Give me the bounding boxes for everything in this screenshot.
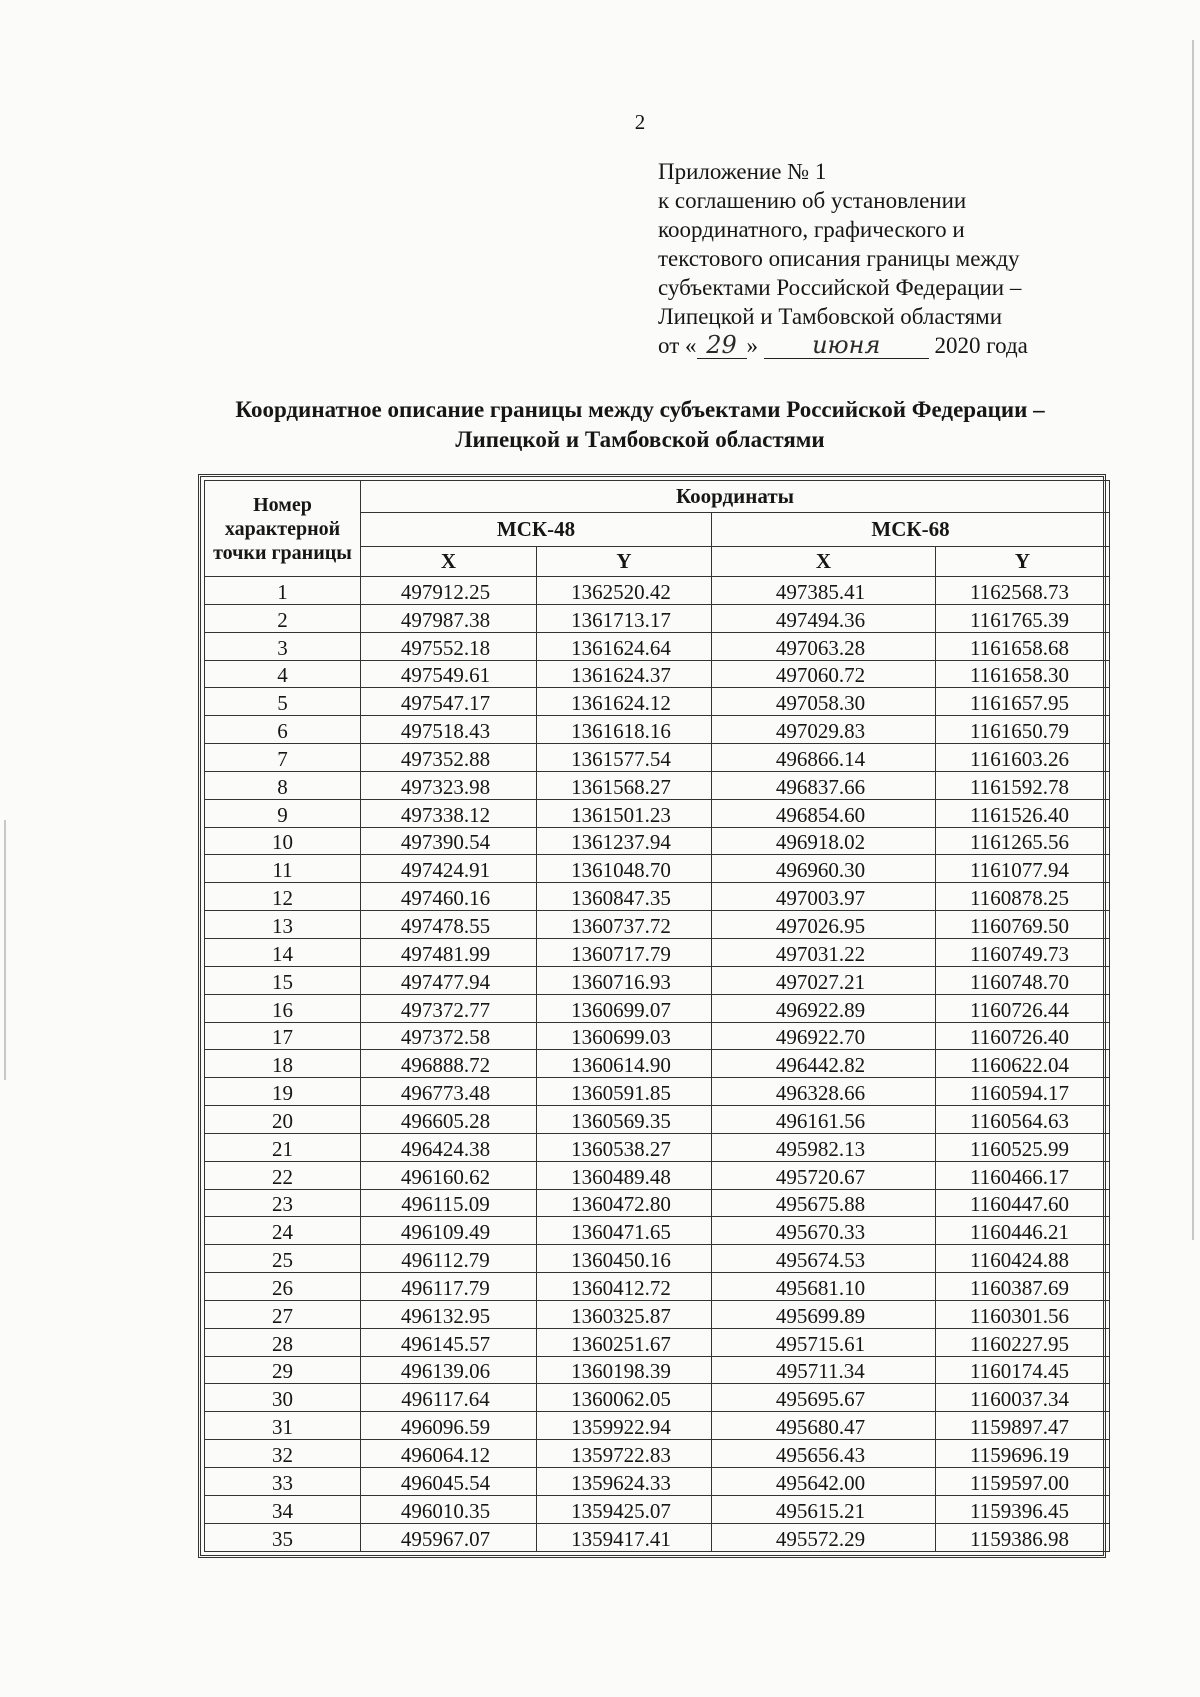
msk68-y-cell: 1160447.60	[936, 1189, 1110, 1217]
msk48-x-cell: 497352.88	[361, 744, 537, 772]
msk68-x-cell: 495699.89	[712, 1300, 936, 1328]
msk68-x-cell: 495675.88	[712, 1189, 936, 1217]
header-x: X	[712, 547, 936, 577]
header-point-number: Номер характерной точки границы	[205, 481, 361, 577]
msk68-y-cell: 1160564.63	[936, 1106, 1110, 1134]
table-row	[205, 827, 1110, 855]
msk68-y-cell: 1160525.99	[936, 1133, 1110, 1161]
msk68-x-cell: 495711.34	[712, 1356, 936, 1384]
point-number-cell: 18	[205, 1050, 361, 1078]
msk48-y-cell: 1361624.12	[537, 688, 712, 716]
msk68-x-cell: 496854.60	[712, 799, 936, 827]
table-row	[205, 1468, 1110, 1496]
msk68-x-cell: 495656.43	[712, 1440, 936, 1468]
msk48-x-cell: 497478.55	[361, 911, 537, 939]
table-row	[205, 744, 1110, 772]
msk48-x-cell: 496115.09	[361, 1189, 537, 1217]
msk68-x-cell: 497026.95	[712, 911, 936, 939]
msk48-y-cell: 1359624.33	[537, 1468, 712, 1496]
msk48-x-cell: 497912.25	[361, 577, 537, 605]
msk68-y-cell: 1161765.39	[936, 604, 1110, 632]
msk68-y-cell: 1160726.40	[936, 1022, 1110, 1050]
msk68-y-cell: 1160878.25	[936, 883, 1110, 911]
msk68-x-cell: 496922.89	[712, 994, 936, 1022]
msk48-x-cell: 496117.64	[361, 1384, 537, 1412]
point-number-cell: 8	[205, 771, 361, 799]
msk68-x-cell: 496922.70	[712, 1022, 936, 1050]
point-number-cell: 26	[205, 1273, 361, 1301]
msk48-x-cell: 497481.99	[361, 938, 537, 966]
table-row	[205, 1328, 1110, 1356]
title-line: Липецкой и Тамбовской областями	[455, 427, 825, 452]
point-number-cell: 21	[205, 1133, 361, 1161]
table-row	[205, 994, 1110, 1022]
msk48-y-cell: 1360450.16	[537, 1245, 712, 1273]
point-number-cell: 1	[205, 577, 361, 605]
msk68-x-cell: 496837.66	[712, 771, 936, 799]
msk48-y-cell: 1360538.27	[537, 1133, 712, 1161]
msk68-x-cell: 496161.56	[712, 1106, 936, 1134]
msk68-y-cell: 1160594.17	[936, 1078, 1110, 1106]
appendix-line: текстового описания границы между	[658, 246, 1020, 271]
table-row	[205, 938, 1110, 966]
point-number-cell: 24	[205, 1217, 361, 1245]
msk68-x-cell: 495720.67	[712, 1161, 936, 1189]
msk48-x-cell: 496160.62	[361, 1161, 537, 1189]
table-row	[205, 911, 1110, 939]
msk48-y-cell: 1360847.35	[537, 883, 712, 911]
appendix-line: Приложение № 1	[658, 159, 827, 184]
msk68-x-cell: 495615.21	[712, 1495, 936, 1523]
point-number-cell: 17	[205, 1022, 361, 1050]
msk68-y-cell: 1162568.73	[936, 577, 1110, 605]
point-number-cell: 32	[205, 1440, 361, 1468]
msk48-y-cell: 1360716.93	[537, 966, 712, 994]
header-y: Y	[537, 547, 712, 577]
point-number-cell: 14	[205, 938, 361, 966]
date-year: 2020 года	[934, 333, 1028, 358]
msk48-x-cell: 496096.59	[361, 1412, 537, 1440]
msk68-x-cell: 497063.28	[712, 632, 936, 660]
msk48-x-cell: 496112.79	[361, 1245, 537, 1273]
table-row	[205, 1106, 1110, 1134]
table-row	[205, 604, 1110, 632]
msk68-y-cell: 1159386.98	[936, 1523, 1110, 1551]
date-prefix: от «	[658, 333, 697, 358]
msk48-x-cell: 497390.54	[361, 827, 537, 855]
table-row	[205, 1078, 1110, 1106]
table-row	[205, 771, 1110, 799]
msk68-y-cell: 1159597.00	[936, 1468, 1110, 1496]
msk48-x-cell: 496132.95	[361, 1300, 537, 1328]
msk68-x-cell: 497060.72	[712, 660, 936, 688]
header-y: Y	[936, 547, 1110, 577]
table-row	[205, 1412, 1110, 1440]
msk68-x-cell: 497027.21	[712, 966, 936, 994]
msk68-y-cell: 1160622.04	[936, 1050, 1110, 1078]
msk68-y-cell: 1160174.45	[936, 1356, 1110, 1384]
msk48-x-cell: 497460.16	[361, 883, 537, 911]
msk68-y-cell: 1161526.40	[936, 799, 1110, 827]
msk48-x-cell: 496773.48	[361, 1078, 537, 1106]
msk68-y-cell: 1160037.34	[936, 1384, 1110, 1412]
title-line: Координатное описание границы между субъектами Российской Федерации –	[235, 397, 1045, 422]
table-row	[205, 1273, 1110, 1301]
msk68-y-cell: 1160769.50	[936, 911, 1110, 939]
msk48-y-cell: 1361577.54	[537, 744, 712, 772]
msk48-y-cell: 1360614.90	[537, 1050, 712, 1078]
msk48-y-cell: 1360591.85	[537, 1078, 712, 1106]
msk68-x-cell: 496442.82	[712, 1050, 936, 1078]
point-number-cell: 28	[205, 1328, 361, 1356]
point-number-cell: 23	[205, 1189, 361, 1217]
msk68-y-cell: 1160424.88	[936, 1245, 1110, 1273]
table-row	[205, 799, 1110, 827]
scan-edge-mark	[4, 820, 6, 1080]
msk48-x-cell: 496888.72	[361, 1050, 537, 1078]
msk68-y-cell: 1161650.79	[936, 716, 1110, 744]
appendix-block	[658, 157, 1118, 360]
msk48-y-cell: 1360737.72	[537, 911, 712, 939]
msk68-x-cell: 495642.00	[712, 1468, 936, 1496]
table-row	[205, 1217, 1110, 1245]
point-number-cell: 30	[205, 1384, 361, 1412]
msk48-x-cell: 497987.38	[361, 604, 537, 632]
msk48-y-cell: 1360412.72	[537, 1273, 712, 1301]
msk48-y-cell: 1361501.23	[537, 799, 712, 827]
msk68-x-cell: 495715.61	[712, 1328, 936, 1356]
msk68-x-cell: 497385.41	[712, 577, 936, 605]
msk48-y-cell: 1361624.37	[537, 660, 712, 688]
header-msk-48: МСК-48	[361, 513, 712, 547]
msk68-y-cell: 1161658.30	[936, 660, 1110, 688]
point-number-cell: 13	[205, 911, 361, 939]
msk48-y-cell: 1359417.41	[537, 1523, 712, 1551]
document-title	[180, 395, 1100, 455]
msk68-x-cell: 496328.66	[712, 1078, 936, 1106]
msk68-y-cell: 1160726.44	[936, 994, 1110, 1022]
msk48-y-cell: 1360699.07	[537, 994, 712, 1022]
msk68-y-cell: 1160466.17	[936, 1161, 1110, 1189]
date-month-handwritten: июня	[812, 331, 881, 359]
msk48-x-cell: 496109.49	[361, 1217, 537, 1245]
msk68-y-cell: 1160387.69	[936, 1273, 1110, 1301]
msk68-y-cell: 1161265.56	[936, 827, 1110, 855]
msk48-x-cell: 497338.12	[361, 799, 537, 827]
appendix-line: к соглашению об установлении	[658, 188, 967, 213]
msk48-y-cell: 1360699.03	[537, 1022, 712, 1050]
msk48-y-cell: 1359722.83	[537, 1440, 712, 1468]
msk68-x-cell: 495695.67	[712, 1384, 936, 1412]
msk68-y-cell: 1160748.70	[936, 966, 1110, 994]
msk48-x-cell: 496117.79	[361, 1273, 537, 1301]
msk48-y-cell: 1361624.64	[537, 632, 712, 660]
msk68-x-cell: 495572.29	[712, 1523, 936, 1551]
table-row	[205, 1133, 1110, 1161]
point-number-cell: 25	[205, 1245, 361, 1273]
msk48-y-cell: 1360325.87	[537, 1300, 712, 1328]
msk68-y-cell: 1160749.73	[936, 938, 1110, 966]
point-number-cell: 2	[205, 604, 361, 632]
msk48-y-cell: 1360472.80	[537, 1189, 712, 1217]
header-msk-68: МСК-68	[712, 513, 1110, 547]
msk48-y-cell: 1362520.42	[537, 577, 712, 605]
table-row	[205, 1356, 1110, 1384]
table-row	[205, 855, 1110, 883]
msk48-x-cell: 497424.91	[361, 855, 537, 883]
point-number-cell: 20	[205, 1106, 361, 1134]
msk68-x-cell: 496866.14	[712, 744, 936, 772]
msk68-x-cell: 495982.13	[712, 1133, 936, 1161]
msk68-x-cell: 495681.10	[712, 1273, 936, 1301]
table-row	[205, 660, 1110, 688]
table-row	[205, 716, 1110, 744]
msk48-y-cell: 1360198.39	[537, 1356, 712, 1384]
table-row	[205, 1523, 1110, 1551]
msk48-y-cell: 1360471.65	[537, 1217, 712, 1245]
point-number-cell: 22	[205, 1161, 361, 1189]
msk68-y-cell: 1159897.47	[936, 1412, 1110, 1440]
msk68-y-cell: 1161077.94	[936, 855, 1110, 883]
table-row	[205, 577, 1110, 605]
point-number-cell: 9	[205, 799, 361, 827]
point-number-cell: 12	[205, 883, 361, 911]
msk68-x-cell: 495670.33	[712, 1217, 936, 1245]
point-number-cell: 11	[205, 855, 361, 883]
msk68-y-cell: 1160301.56	[936, 1300, 1110, 1328]
point-number-cell: 5	[205, 688, 361, 716]
table-body	[205, 577, 1110, 1552]
date-month-underline	[764, 333, 929, 359]
msk48-y-cell: 1359922.94	[537, 1412, 712, 1440]
table-row	[205, 883, 1110, 911]
msk68-x-cell: 495680.47	[712, 1412, 936, 1440]
table-row	[205, 1050, 1110, 1078]
point-number-cell: 31	[205, 1412, 361, 1440]
table-row	[205, 688, 1110, 716]
msk48-x-cell: 496145.57	[361, 1328, 537, 1356]
msk48-x-cell: 496045.54	[361, 1468, 537, 1496]
point-number-cell: 33	[205, 1468, 361, 1496]
table-row	[205, 1384, 1110, 1412]
msk68-x-cell: 496960.30	[712, 855, 936, 883]
msk48-y-cell: 1360569.35	[537, 1106, 712, 1134]
msk48-x-cell: 496064.12	[361, 1440, 537, 1468]
table-row	[205, 632, 1110, 660]
point-number-cell: 34	[205, 1495, 361, 1523]
msk48-x-cell: 496605.28	[361, 1106, 537, 1134]
msk68-x-cell: 497029.83	[712, 716, 936, 744]
table-row	[205, 1440, 1110, 1468]
date-day-underline	[697, 333, 747, 359]
msk48-x-cell: 496010.35	[361, 1495, 537, 1523]
msk68-x-cell: 497494.36	[712, 604, 936, 632]
scan-edge-mark	[1192, 40, 1194, 1240]
agreement-date	[658, 331, 1118, 360]
msk48-y-cell: 1359425.07	[537, 1495, 712, 1523]
point-number-cell: 16	[205, 994, 361, 1022]
appendix-line: Липецкой и Тамбовской областями	[658, 304, 1003, 329]
header-coordinates: Координаты	[361, 481, 1110, 513]
table-row	[205, 1245, 1110, 1273]
msk68-x-cell: 497003.97	[712, 883, 936, 911]
msk68-y-cell: 1161603.26	[936, 744, 1110, 772]
appendix-line: координатного, графического и	[658, 217, 965, 242]
point-number-cell: 7	[205, 744, 361, 772]
table-row	[205, 1495, 1110, 1523]
msk48-x-cell: 496139.06	[361, 1356, 537, 1384]
msk68-y-cell: 1159396.45	[936, 1495, 1110, 1523]
msk68-x-cell: 497058.30	[712, 688, 936, 716]
point-number-cell: 4	[205, 660, 361, 688]
msk68-y-cell: 1161658.68	[936, 632, 1110, 660]
msk68-x-cell: 495674.53	[712, 1245, 936, 1273]
point-number-cell: 6	[205, 716, 361, 744]
page-number: 2	[634, 110, 646, 134]
coordinates-table	[204, 480, 1110, 1552]
msk48-y-cell: 1361048.70	[537, 855, 712, 883]
msk48-x-cell: 497323.98	[361, 771, 537, 799]
point-number-cell: 27	[205, 1300, 361, 1328]
msk48-x-cell: 497372.58	[361, 1022, 537, 1050]
msk48-y-cell: 1361713.17	[537, 604, 712, 632]
point-number-cell: 10	[205, 827, 361, 855]
point-number-cell: 15	[205, 966, 361, 994]
msk68-y-cell: 1161592.78	[936, 771, 1110, 799]
point-number-cell: 3	[205, 632, 361, 660]
point-number-cell: 29	[205, 1356, 361, 1384]
header-x: X	[361, 547, 537, 577]
msk68-y-cell: 1161657.95	[936, 688, 1110, 716]
msk68-y-cell: 1160446.21	[936, 1217, 1110, 1245]
msk48-x-cell: 497518.43	[361, 716, 537, 744]
msk48-y-cell: 1360717.79	[537, 938, 712, 966]
msk48-x-cell: 497552.18	[361, 632, 537, 660]
msk48-x-cell: 496424.38	[361, 1133, 537, 1161]
table-row	[205, 1161, 1110, 1189]
table-row	[205, 1300, 1110, 1328]
msk48-y-cell: 1360251.67	[537, 1328, 712, 1356]
point-number-cell: 35	[205, 1523, 361, 1551]
msk68-x-cell: 496918.02	[712, 827, 936, 855]
msk48-x-cell: 497549.61	[361, 660, 537, 688]
date-mid: »	[746, 333, 758, 358]
msk48-x-cell: 497477.94	[361, 966, 537, 994]
msk48-y-cell: 1361618.16	[537, 716, 712, 744]
table-row	[205, 1022, 1110, 1050]
msk48-x-cell: 495967.07	[361, 1523, 537, 1551]
msk48-y-cell: 1360062.05	[537, 1384, 712, 1412]
msk48-x-cell: 497372.77	[361, 994, 537, 1022]
msk68-x-cell: 497031.22	[712, 938, 936, 966]
msk48-y-cell: 1361237.94	[537, 827, 712, 855]
table-row	[205, 966, 1110, 994]
msk68-y-cell: 1159696.19	[936, 1440, 1110, 1468]
msk48-y-cell: 1360489.48	[537, 1161, 712, 1189]
date-day-handwritten: 29	[706, 331, 737, 359]
msk48-x-cell: 497547.17	[361, 688, 537, 716]
msk68-y-cell: 1160227.95	[936, 1328, 1110, 1356]
point-number-cell: 19	[205, 1078, 361, 1106]
msk48-y-cell: 1361568.27	[537, 771, 712, 799]
coordinates-table-frame	[198, 474, 1106, 1558]
table-row	[205, 1189, 1110, 1217]
appendix-line: субъектами Российской Федерации –	[658, 275, 1022, 300]
